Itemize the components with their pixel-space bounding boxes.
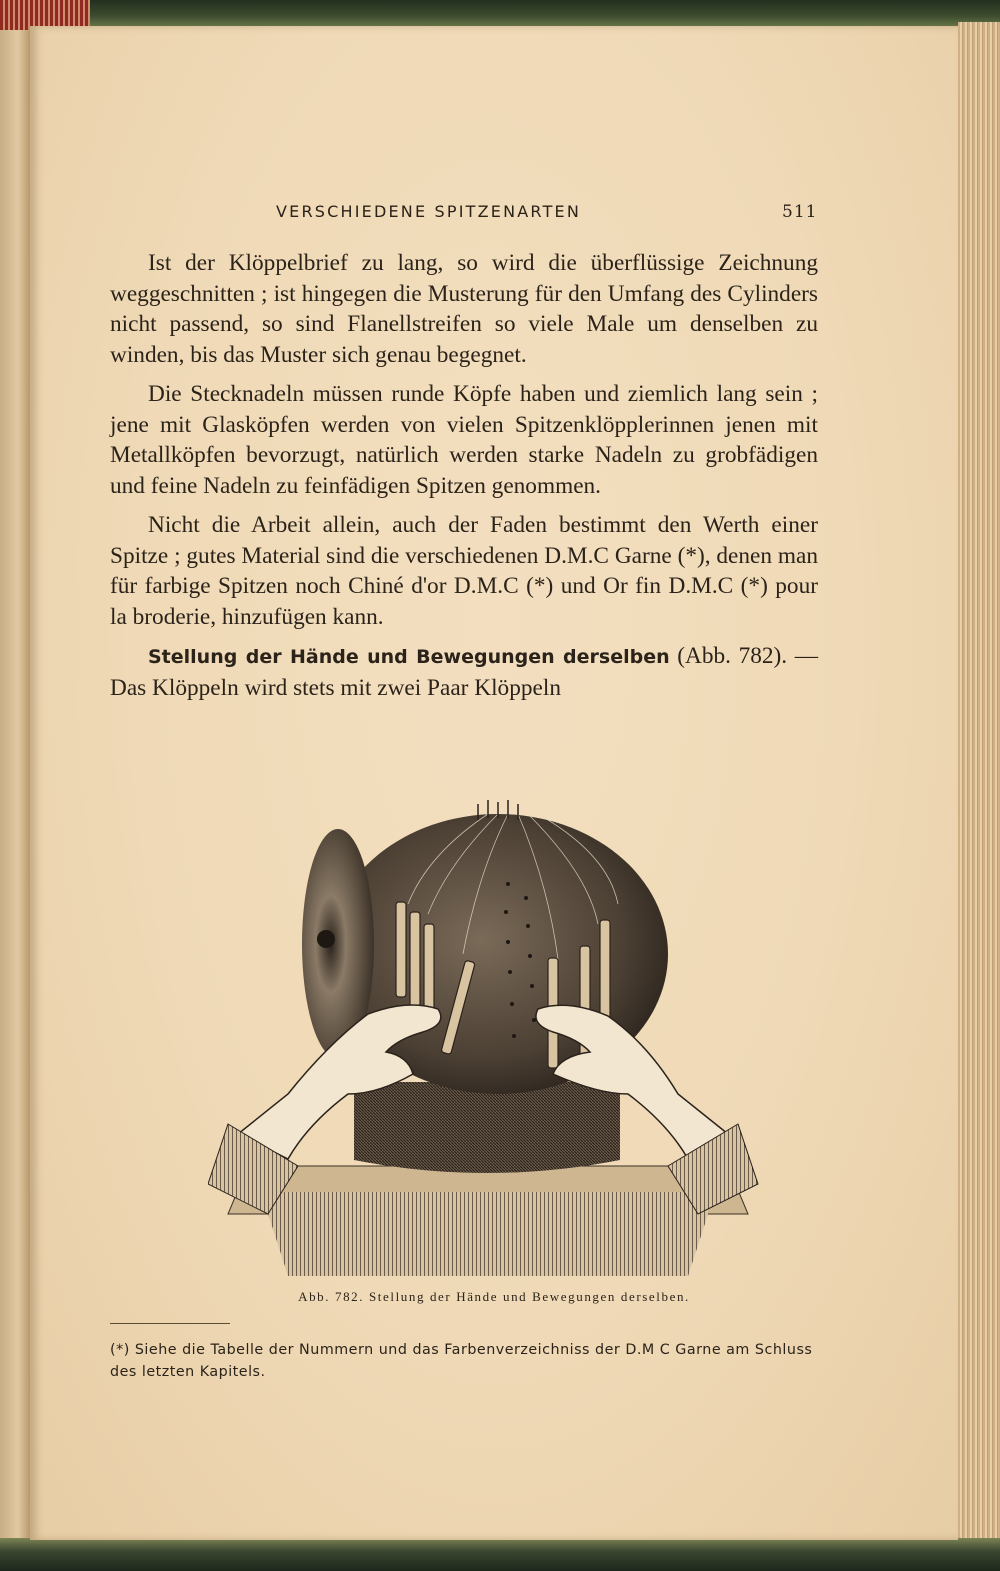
paragraph: Nicht die Arbeit allein, auch der Faden bestimmt den Werth einer Spitze ; gutes Material sind die verschiedenen D.M.C Garne (*), denen man für farbige Spitzen noch Chiné d'or D.M.C (*) und Or fin D.M.C (*) pour la broderie, hinzufügen kann.	[110, 512, 818, 630]
book-page	[30, 26, 958, 1540]
book-gutter-left	[0, 18, 30, 1548]
figure-782	[208, 794, 768, 1284]
paragraph: Die Stecknadeln müssen runde Köpfe haben und ziemlich lang sein ; jene mit Glasköpfen werden von vielen Spitzenklöpplerinnen jenen mit Metallköpfen bevorzugt, natürlich werden starke Nadeln zu grobfädigen und feine Nadeln zu feinfädigen Spitzen genommen.	[110, 381, 818, 499]
footnote-rule	[110, 1323, 230, 1324]
paragraph: Ist der Klöppelbrief zu lang, so wird die überflüssige Zeichnung weggeschnitten ; ist hingegen die Musterung für den Umfang des Cylinders nicht passend, so sind Flanellstreifen so viele Male um denselben zu winden, bis das Muster sich genau begegnet.	[110, 250, 818, 368]
running-title: VERSCHIEDENE SPITZENARTEN	[276, 202, 582, 221]
book-cover-top	[0, 0, 1000, 28]
section-heading: Stellung der Hände und Bewegungen derselben	[148, 646, 670, 668]
page-number: 511	[782, 202, 818, 222]
footnote: (*) Siehe die Tabelle der Nummern und das Farbenverzeichniss der D.M C Garne am Schluss des letzten Kapitels.	[110, 1342, 813, 1380]
book-cover-bottom	[0, 1538, 1000, 1571]
page-edges-right	[958, 22, 1000, 1542]
section-paragraph	[110, 641, 818, 703]
section-text: (Abb. 782). — Das Klöppeln wird stets mit zwei Paar Klöppeln	[110, 643, 818, 701]
figure-caption: Abb. 782. Stellung der Hände und Bewegungen derselben.	[298, 1289, 690, 1304]
lace-pillow-hands-illustration-icon	[208, 794, 768, 1284]
running-head	[30, 202, 958, 226]
body-text	[110, 248, 818, 711]
